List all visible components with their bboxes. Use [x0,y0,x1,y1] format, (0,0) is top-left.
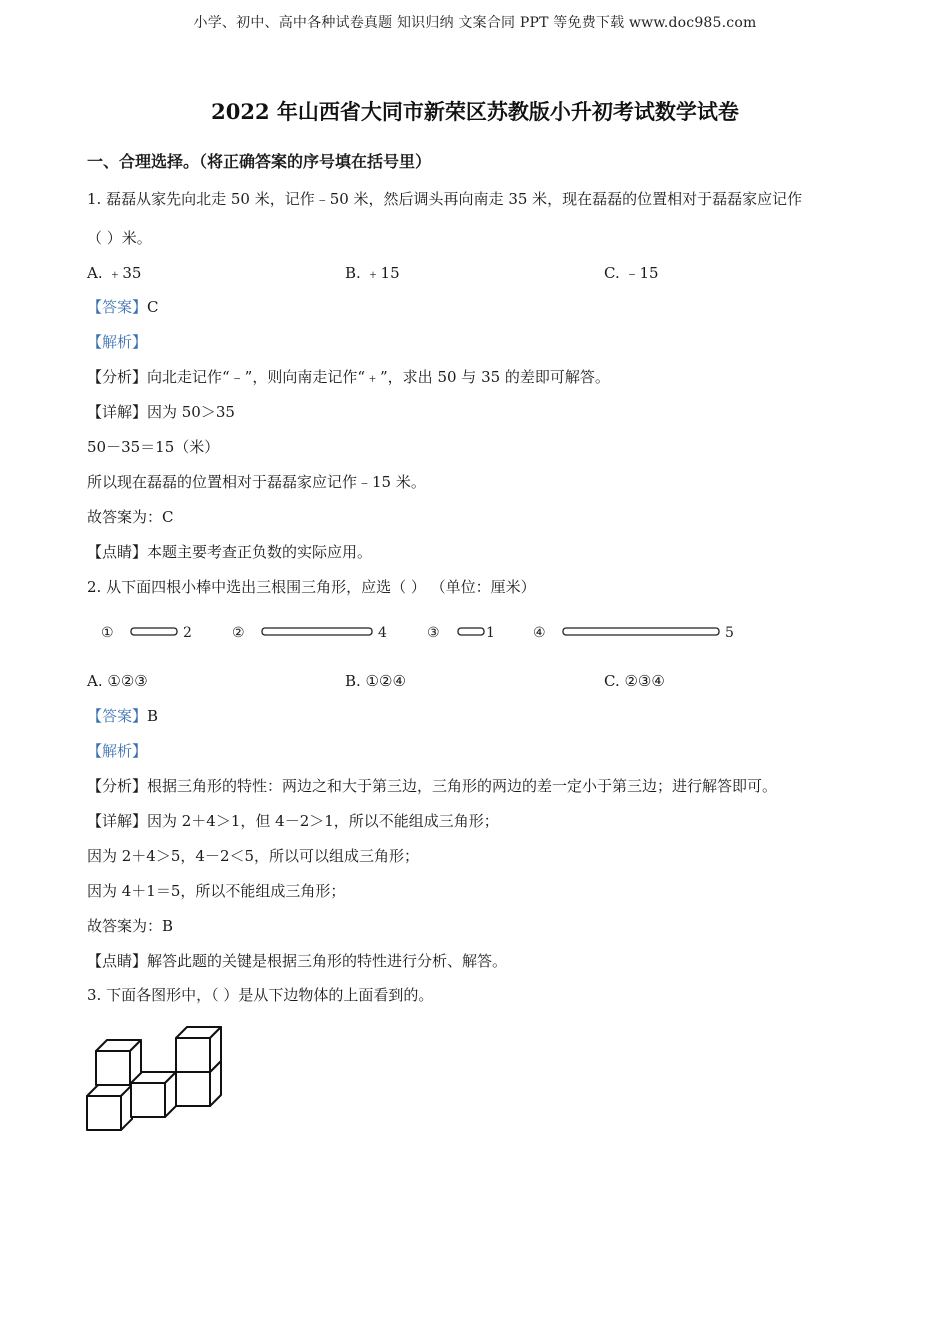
stick-2-length: 4 [378,625,387,641]
cube-front [96,1051,130,1085]
q1-stem-line2: （ ）米。 [87,229,152,247]
q2-analysis-tag: 【解析】 [87,742,148,760]
q3-stem: 3. 下面各图形中，（ ）是从下边物体的上面看到的。 [87,986,434,1004]
q2-option-c: C. ②③④ [604,672,665,690]
q2-stem: 2. 从下面四根小棒中选出三根围三角形，应选（ ） （单位：厘米） [87,578,536,596]
q1-option-a: A. ﹢35 [87,264,142,282]
stick-2 [262,628,372,635]
q1-analysis-tag: 【解析】 [87,333,148,351]
answer-tag: 【答案】 [87,707,148,725]
stick-4 [563,628,719,635]
q2-line2: 因为 2＋4＞5，4－2＜5，所以可以组成三角形； [87,847,420,865]
answer-tag: 【答案】 [87,298,148,316]
section-heading: 一、合理选择。（将正确答案的序号填在括号里） [87,152,432,171]
stick-3 [458,628,484,635]
cube-stack-figure [84,1024,229,1134]
q1-option-c: C. ﹣15 [604,264,659,282]
cube-front [176,1072,210,1106]
q1-dianjing: 【点睛】本题主要考查正负数的实际应用。 [87,543,373,561]
stick-3-length: 1 [486,625,495,641]
stick-4-length: 5 [725,625,734,641]
stick-1-label: ① [101,625,114,641]
q2-final: 故答案为：B [87,917,174,935]
q1-answer [87,297,159,317]
stick-4-label: ④ [533,625,546,641]
cube-front [176,1038,210,1072]
q2-answer [87,706,158,726]
q1-stem-line1: 1. 磊磊从家先向北走 50 米，记作﹣50 米，然后调头再向南走 35 米，现在磊磊的位置相对于磊磊家应记作 [87,190,803,208]
q2-xiangjie: 【详解】因为 2＋4＞1，但 4－2＞1，所以不能组成三角形； [87,812,499,830]
stick-3-label: ③ [427,625,440,641]
q2-dianjing: 【点睛】解答此题的关键是根据三角形的特性进行分析、解答。 [87,952,508,970]
q1-calc: 50－35＝15（米） [87,438,220,456]
q1-final: 故答案为：C [87,508,174,526]
q1-option-b: B. ﹢15 [345,264,400,282]
q1-conclusion: 所以现在磊磊的位置相对于磊磊家应记作﹣15 米。 [87,473,426,491]
stick-1 [131,628,177,635]
cube-front [87,1096,121,1130]
q1-xiangjie: 【详解】因为 50＞35 [87,403,235,421]
q2-fenxi: 【分析】根据三角形的特性：两边之和大于第三边，三角形的两边的差一定小于第三边；进行解答即可。 [87,777,778,795]
sticks-figure [95,618,775,646]
stick-2-label: ② [232,625,245,641]
q2-line3: 因为 4＋1＝5，所以不能组成三角形； [87,882,346,900]
answer-value: B [147,707,159,725]
q1-fenxi: 【分析】向北走记作“﹣”，则向南走记作“﹢”，求出 50 与 35 的差即可解答。 [87,368,610,386]
answer-value: C [147,298,159,316]
q2-option-a: A. ①②③ [87,672,148,690]
stick-1-length: 2 [183,625,192,641]
q2-option-b: B. ①②④ [345,672,406,690]
document-title: 2022 年山西省大同市新荣区苏教版小升初考试数学试卷 [211,99,739,124]
cube-front [131,1083,165,1117]
page-header: 小学、初中、高中各种试卷真题 知识归纳 文案合同 PPT 等免费下载 www.doc985.com [193,15,757,31]
